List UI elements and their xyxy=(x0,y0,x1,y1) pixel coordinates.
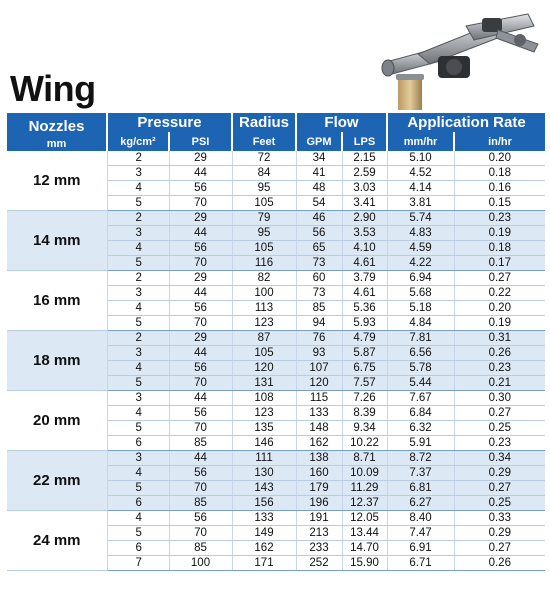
table-cell: 9.34 xyxy=(342,421,387,436)
nozzle-size-cell: 18 mm xyxy=(7,331,107,391)
table-cell: 12.37 xyxy=(342,496,387,511)
table-cell: 15.90 xyxy=(342,556,387,571)
unit-gpm: GPM xyxy=(296,132,342,151)
table-cell: 34 xyxy=(296,151,342,166)
table-cell: 0.31 xyxy=(454,331,545,346)
table-cell: 0.18 xyxy=(454,241,545,256)
table-cell: 70 xyxy=(169,196,232,211)
table-cell: 131 xyxy=(232,376,296,391)
table-cell: 0.27 xyxy=(454,406,545,421)
table-cell: 70 xyxy=(169,481,232,496)
table-cell: 3 xyxy=(107,286,169,301)
table-cell: 6.84 xyxy=(387,406,454,421)
table-cell: 4 xyxy=(107,406,169,421)
table-cell: 8.39 xyxy=(342,406,387,421)
table-cell: 148 xyxy=(296,421,342,436)
table-cell: 70 xyxy=(169,526,232,541)
table-cell: 5 xyxy=(107,196,169,211)
performance-table xyxy=(7,113,545,571)
table-cell: 4 xyxy=(107,361,169,376)
unit-mmhr: mm/hr xyxy=(387,132,454,151)
table-cell: 233 xyxy=(296,541,342,556)
table-cell: 133 xyxy=(296,406,342,421)
table-cell: 179 xyxy=(296,481,342,496)
table-cell: 94 xyxy=(296,316,342,331)
table-cell: 4 xyxy=(107,181,169,196)
header-row-main xyxy=(7,113,545,132)
table-cell: 7.47 xyxy=(387,526,454,541)
table-cell: 6 xyxy=(107,541,169,556)
table-cell: 70 xyxy=(169,421,232,436)
table-cell: 6.81 xyxy=(387,481,454,496)
table-cell: 44 xyxy=(169,166,232,181)
table-cell: 14.70 xyxy=(342,541,387,556)
table-cell: 0.29 xyxy=(454,526,545,541)
table-cell: 2 xyxy=(107,331,169,346)
table-cell: 123 xyxy=(232,406,296,421)
unit-kgcm2: kg/cm² xyxy=(107,132,169,151)
table-cell: 111 xyxy=(232,451,296,466)
table-cell: 2.15 xyxy=(342,151,387,166)
nozzles-label: Nozzles xyxy=(28,118,85,135)
table-row xyxy=(7,511,545,526)
table-cell: 0.30 xyxy=(454,391,545,406)
table-cell: 4 xyxy=(107,301,169,316)
table-cell: 7.26 xyxy=(342,391,387,406)
table-cell: 4 xyxy=(107,511,169,526)
table-cell: 2 xyxy=(107,271,169,286)
table-cell: 5.10 xyxy=(387,151,454,166)
table-cell: 5 xyxy=(107,316,169,331)
table-cell: 0.26 xyxy=(454,556,545,571)
table-cell: 4.79 xyxy=(342,331,387,346)
nozzle-size-cell: 16 mm xyxy=(7,271,107,331)
table-cell: 149 xyxy=(232,526,296,541)
table-cell: 6 xyxy=(107,496,169,511)
table-cell: 5.18 xyxy=(387,301,454,316)
table-cell: 4.59 xyxy=(387,241,454,256)
table-cell: 156 xyxy=(232,496,296,511)
table-cell: 95 xyxy=(232,226,296,241)
table-cell: 191 xyxy=(296,511,342,526)
nozzle-group xyxy=(7,211,545,271)
radius-header: Radius xyxy=(232,113,296,132)
nozzles-unit: mm xyxy=(46,138,67,150)
table-cell: 5 xyxy=(107,481,169,496)
table-cell: 138 xyxy=(296,451,342,466)
nozzle-group xyxy=(7,151,545,211)
table-cell: 0.15 xyxy=(454,196,545,211)
nozzle-group xyxy=(7,271,545,331)
table-cell: 100 xyxy=(232,286,296,301)
table-cell: 3 xyxy=(107,346,169,361)
table-cell: 4.84 xyxy=(387,316,454,331)
table-cell: 5.36 xyxy=(342,301,387,316)
table-cell: 7 xyxy=(107,556,169,571)
table-cell: 143 xyxy=(232,481,296,496)
table-cell: 44 xyxy=(169,451,232,466)
table-cell: 0.25 xyxy=(454,421,545,436)
table-cell: 213 xyxy=(296,526,342,541)
table-cell: 5 xyxy=(107,376,169,391)
table-cell: 5.78 xyxy=(387,361,454,376)
table-cell: 113 xyxy=(232,301,296,316)
table-cell: 3.03 xyxy=(342,181,387,196)
table-cell: 3.53 xyxy=(342,226,387,241)
table-cell: 85 xyxy=(169,496,232,511)
table-cell: 0.23 xyxy=(454,361,545,376)
table-cell: 44 xyxy=(169,226,232,241)
table-cell: 0.29 xyxy=(454,466,545,481)
table-cell: 3 xyxy=(107,391,169,406)
table-cell: 6.75 xyxy=(342,361,387,376)
table-cell: 162 xyxy=(296,436,342,451)
table-cell: 5.74 xyxy=(387,211,454,226)
table-cell: 0.23 xyxy=(454,436,545,451)
table-cell: 4.10 xyxy=(342,241,387,256)
nozzle-size-cell: 24 mm xyxy=(7,511,107,571)
table-cell: 95 xyxy=(232,181,296,196)
table-cell: 0.25 xyxy=(454,496,545,511)
table-cell: 70 xyxy=(169,316,232,331)
table-cell: 5.91 xyxy=(387,436,454,451)
table-cell: 5 xyxy=(107,421,169,436)
table-cell: 48 xyxy=(296,181,342,196)
table-cell: 29 xyxy=(169,211,232,226)
table-cell: 0.19 xyxy=(454,226,545,241)
table-cell: 10.22 xyxy=(342,436,387,451)
table-cell: 120 xyxy=(296,376,342,391)
table-cell: 70 xyxy=(169,376,232,391)
table-cell: 135 xyxy=(232,421,296,436)
table-cell: 29 xyxy=(169,151,232,166)
table-cell: 10.09 xyxy=(342,466,387,481)
table-cell: 7.37 xyxy=(387,466,454,481)
nozzle-size-cell: 14 mm xyxy=(7,211,107,271)
table-cell: 5 xyxy=(107,526,169,541)
table-cell: 6 xyxy=(107,436,169,451)
table-cell: 13.44 xyxy=(342,526,387,541)
page-title: Wing xyxy=(10,68,96,109)
table-cell: 3 xyxy=(107,166,169,181)
table-cell: 73 xyxy=(296,256,342,271)
table-cell: 0.21 xyxy=(454,376,545,391)
table-cell: 76 xyxy=(296,331,342,346)
table-cell: 105 xyxy=(232,346,296,361)
flow-header: Flow xyxy=(296,113,387,132)
table-cell: 56 xyxy=(169,361,232,376)
table-cell: 8.40 xyxy=(387,511,454,526)
table-cell: 56 xyxy=(169,466,232,481)
nozzle-group xyxy=(7,331,545,391)
nozzle-size-cell: 12 mm xyxy=(7,151,107,211)
table-cell: 3 xyxy=(107,451,169,466)
table-cell: 3.81 xyxy=(387,196,454,211)
table-cell: 6.71 xyxy=(387,556,454,571)
table-cell: 5 xyxy=(107,256,169,271)
table-cell: 2.90 xyxy=(342,211,387,226)
table-cell: 2 xyxy=(107,151,169,166)
table-cell: 3 xyxy=(107,226,169,241)
table-cell: 5.87 xyxy=(342,346,387,361)
table-cell: 44 xyxy=(169,391,232,406)
table-cell: 12.05 xyxy=(342,511,387,526)
table-row xyxy=(7,151,545,166)
table-cell: 87 xyxy=(232,331,296,346)
table-cell: 0.18 xyxy=(454,166,545,181)
table-cell: 85 xyxy=(169,541,232,556)
table-cell: 0.27 xyxy=(454,541,545,556)
table-row xyxy=(7,451,545,466)
table-cell: 6.94 xyxy=(387,271,454,286)
unit-psi: PSI xyxy=(169,132,232,151)
table-cell: 133 xyxy=(232,511,296,526)
table-row xyxy=(7,331,545,346)
table-cell: 79 xyxy=(232,211,296,226)
table-cell: 70 xyxy=(169,256,232,271)
table-cell: 123 xyxy=(232,316,296,331)
table-cell: 72 xyxy=(232,151,296,166)
table-cell: 65 xyxy=(296,241,342,256)
table-cell: 0.34 xyxy=(454,451,545,466)
table-cell: 4.61 xyxy=(342,286,387,301)
table-cell: 0.23 xyxy=(454,211,545,226)
table-cell: 4.14 xyxy=(387,181,454,196)
nozzle-size-cell: 20 mm xyxy=(7,391,107,451)
table-cell: 0.17 xyxy=(454,256,545,271)
table-cell: 115 xyxy=(296,391,342,406)
table-cell: 4 xyxy=(107,241,169,256)
table-cell: 54 xyxy=(296,196,342,211)
table-cell: 0.26 xyxy=(454,346,545,361)
table-row xyxy=(7,271,545,286)
table-cell: 2 xyxy=(107,211,169,226)
table-cell: 7.67 xyxy=(387,391,454,406)
table-cell: 3.41 xyxy=(342,196,387,211)
table-cell: 5.68 xyxy=(387,286,454,301)
table-cell: 6.56 xyxy=(387,346,454,361)
nozzles-header xyxy=(7,113,107,151)
table-cell: 84 xyxy=(232,166,296,181)
table-cell: 6.91 xyxy=(387,541,454,556)
table-cell: 29 xyxy=(169,331,232,346)
unit-inhr: in/hr xyxy=(454,132,545,151)
table-cell: 8.72 xyxy=(387,451,454,466)
table-cell: 107 xyxy=(296,361,342,376)
pressure-header: Pressure xyxy=(107,113,232,132)
application-rate-header: Application Rate xyxy=(387,113,545,132)
table-cell: 0.16 xyxy=(454,181,545,196)
table-cell: 4.61 xyxy=(342,256,387,271)
table-cell: 56 xyxy=(296,226,342,241)
table-cell: 120 xyxy=(232,361,296,376)
table-cell: 60 xyxy=(296,271,342,286)
unit-feet: Feet xyxy=(232,132,296,151)
table-cell: 252 xyxy=(296,556,342,571)
table-cell: 41 xyxy=(296,166,342,181)
table-cell: 56 xyxy=(169,181,232,196)
table-cell: 82 xyxy=(232,271,296,286)
table-cell: 85 xyxy=(296,301,342,316)
table-cell: 108 xyxy=(232,391,296,406)
table-cell: 11.29 xyxy=(342,481,387,496)
table-cell: 100 xyxy=(169,556,232,571)
table-cell: 85 xyxy=(169,436,232,451)
table-cell: 4 xyxy=(107,466,169,481)
table-cell: 0.27 xyxy=(454,481,545,496)
table-row xyxy=(7,211,545,226)
table-cell: 171 xyxy=(232,556,296,571)
table-cell: 5.44 xyxy=(387,376,454,391)
table-cell: 3.79 xyxy=(342,271,387,286)
nozzle-group xyxy=(7,511,545,571)
table-cell: 105 xyxy=(232,196,296,211)
table-cell: 93 xyxy=(296,346,342,361)
table-cell: 46 xyxy=(296,211,342,226)
table-cell: 5.93 xyxy=(342,316,387,331)
table-cell: 29 xyxy=(169,271,232,286)
table-cell: 0.19 xyxy=(454,316,545,331)
table-cell: 196 xyxy=(296,496,342,511)
table-cell: 130 xyxy=(232,466,296,481)
table-cell: 105 xyxy=(232,241,296,256)
table-cell: 56 xyxy=(169,406,232,421)
table-cell: 0.33 xyxy=(454,511,545,526)
table-cell: 0.22 xyxy=(454,286,545,301)
table-cell: 0.20 xyxy=(454,301,545,316)
sprinkler-gun-image xyxy=(378,4,548,110)
table-cell: 162 xyxy=(232,541,296,556)
table-cell: 0.20 xyxy=(454,151,545,166)
table-cell: 6.27 xyxy=(387,496,454,511)
table-cell: 6.32 xyxy=(387,421,454,436)
nozzle-size-cell: 22 mm xyxy=(7,451,107,511)
table-cell: 4.52 xyxy=(387,166,454,181)
table-row xyxy=(7,391,545,406)
nozzle-group xyxy=(7,451,545,511)
table-cell: 160 xyxy=(296,466,342,481)
table-cell: 56 xyxy=(169,241,232,256)
table-cell: 146 xyxy=(232,436,296,451)
table-cell: 44 xyxy=(169,286,232,301)
table-cell: 2.59 xyxy=(342,166,387,181)
table-cell: 8.71 xyxy=(342,451,387,466)
table-cell: 73 xyxy=(296,286,342,301)
nozzle-group xyxy=(7,391,545,451)
table-cell: 7.57 xyxy=(342,376,387,391)
table-cell: 44 xyxy=(169,346,232,361)
table-cell: 4.83 xyxy=(387,226,454,241)
table-cell: 56 xyxy=(169,511,232,526)
table-cell: 56 xyxy=(169,301,232,316)
unit-lps: LPS xyxy=(342,132,387,151)
table-cell: 7.81 xyxy=(387,331,454,346)
table-cell: 116 xyxy=(232,256,296,271)
table-cell: 4.22 xyxy=(387,256,454,271)
table-cell: 0.27 xyxy=(454,271,545,286)
